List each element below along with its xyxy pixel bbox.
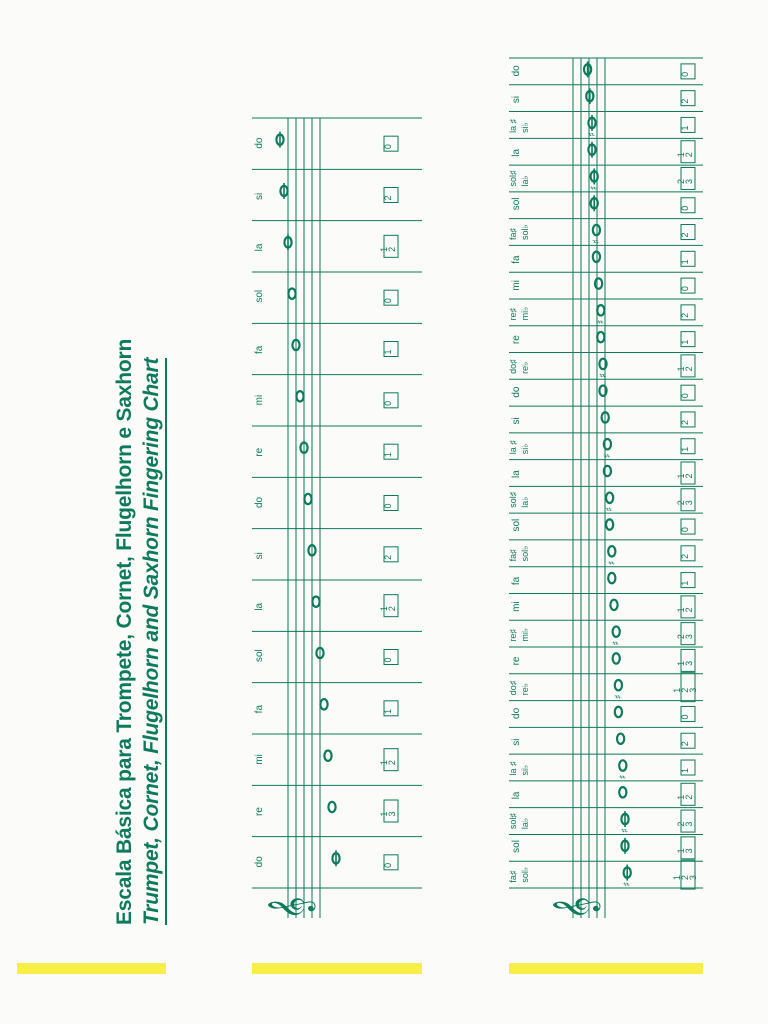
chromatic-fingering-9 [676, 623, 695, 645]
chromatic-note-1 [621, 838, 628, 854]
basic-note-name: do [254, 856, 265, 868]
chromatic-accidental: ♯ [620, 828, 631, 834]
basic-fingering-13 [383, 188, 398, 203]
chromatic-accidental: ♯ [622, 881, 634, 887]
chromatic-fingering-2 [676, 810, 695, 832]
chromatic-fingering-digit: 0 [680, 71, 690, 77]
chromatic-fingering-10 [676, 596, 695, 618]
chromatic-fingering-box [681, 141, 695, 163]
chromatic-fingering-digit: 3 [684, 634, 694, 640]
chromatic-fingering-box [681, 810, 695, 832]
basic-fingering-box [384, 235, 398, 257]
basic-note-name: la [254, 602, 265, 611]
chromatic-fingering-digit: 2 [680, 232, 690, 238]
basic-note-12 [284, 234, 291, 250]
chromatic-note-0 [622, 865, 633, 887]
chromatic-accidental: ♯ [598, 373, 609, 378]
chromatic-fingering-digit: 1 [676, 366, 686, 372]
chromatic-fingering-digit: 1 [672, 875, 682, 881]
chromatic-note-name: mi♭ [520, 627, 530, 642]
chromatic-accidental: ♯ [591, 239, 603, 245]
chromatic-note-name: si [511, 738, 522, 746]
basic-fingering-digit: 0 [383, 144, 393, 150]
chromatic-notehead [619, 787, 626, 797]
chromatic-notehead [597, 332, 604, 342]
chromatic-notehead [593, 225, 600, 235]
chromatic-note-19 [598, 359, 609, 378]
chromatic-fingering-digit: 2 [676, 634, 686, 640]
chromatic-note-2 [620, 811, 631, 833]
chromatic-fingering-digit: 3 [684, 660, 694, 666]
basic-fingering-digit: 1 [379, 760, 389, 766]
chromatic-note-7 [613, 680, 624, 699]
chromatic-note-name: la [511, 148, 522, 157]
chromatic-notehead [615, 707, 622, 717]
chromatic-fingering-digit: 1 [676, 794, 686, 800]
basic-fingering-8 [383, 444, 398, 459]
chromatic-fingering-box [681, 489, 695, 511]
chromatic-note-14 [605, 493, 616, 512]
chromatic-note-name: do♯ [508, 680, 518, 696]
chromatic-note-10 [610, 600, 617, 610]
chromatic-note-name: sol♯ [508, 813, 518, 830]
chromatic-note-name: sol♯ [508, 491, 518, 508]
basic-note-name: do [254, 137, 265, 149]
chromatic-fingering-digit: 2 [680, 98, 690, 104]
basic-fingering-digit: 1 [379, 606, 389, 612]
chromatic-fingering-box [681, 462, 695, 484]
basic-note-name: mi [254, 754, 265, 765]
basic-fingering-box [384, 749, 398, 771]
chromatic-fingering-18 [680, 385, 695, 400]
chromatic-fingering-digit: 1 [676, 473, 686, 479]
chromatic-note-name: re♯ [508, 629, 518, 642]
chromatic-accidental: ♯ [606, 560, 618, 566]
chromatic-accidental: ♯ [587, 132, 598, 137]
basic-note-name: mi [254, 394, 265, 406]
basic-note-0 [332, 850, 339, 866]
chromatic-notehead [604, 439, 611, 449]
chromatic-fingering-digit: 1 [672, 687, 682, 693]
treble-clef-icon: 𝄞 [268, 896, 314, 920]
chromatic-accidental: ♯ [613, 694, 625, 700]
chromatic-fingering-digit: 1 [676, 152, 686, 158]
chromatic-notehead [599, 359, 606, 369]
chromatic-fingering-digit: 2 [680, 687, 690, 693]
basic-fingering-digit: 0 [383, 503, 393, 509]
chromatic-accidental: ♯ [611, 640, 623, 646]
chromatic-note-6 [615, 707, 622, 717]
title-english: Trumpet, Cornet, Flugelhorn and Saxhorn Fingering Chart [140, 358, 167, 925]
chromatic-fingering-digit: 3 [684, 500, 694, 506]
basic-fingering-14 [383, 136, 398, 151]
chromatic-fingering-digit: 2 [684, 794, 694, 800]
chromatic-fingering-23 [680, 251, 695, 266]
basic-fingering-9 [383, 393, 398, 408]
basic-note-name: sol [254, 289, 265, 303]
chromatic-fingering-digit: 2 [680, 741, 690, 747]
chromatic-fingering-5 [680, 733, 695, 748]
basic-fingering-digit: 1 [383, 349, 393, 355]
basic-fingering-digit: 0 [383, 400, 393, 406]
chromatic-fingering-8 [676, 649, 695, 671]
chromatic-accidental: ♯ [589, 185, 601, 191]
chromatic-notehead [610, 600, 617, 610]
chromatic-note-16 [602, 439, 613, 458]
chromatic-fingering-digit: 1 [680, 339, 690, 345]
basic-note-name: re [254, 807, 265, 816]
basic-note-13 [280, 183, 287, 199]
chromatic-note-name: sol [511, 197, 522, 211]
chromatic-note-name: la♭ [520, 175, 530, 187]
chromatic-fingering-box [681, 167, 695, 189]
chromatic-fingering-digit: 0 [680, 286, 690, 292]
chromatic-note-29 [586, 88, 593, 104]
chromatic-fingering-13 [680, 519, 695, 534]
chromatic-fingering-box [681, 673, 695, 702]
chromatic-fingering-digit: 2 [680, 419, 690, 425]
chromatic-fingering-digit: 1 [680, 125, 690, 131]
basic-note-1 [328, 802, 335, 812]
chromatic-fingering-digit: 3 [684, 178, 694, 184]
chromatic-note-name: fa♯ [508, 870, 518, 883]
chromatic-fingering-box [681, 355, 695, 377]
chromatic-fingering-28 [680, 117, 695, 132]
chromatic-note-name: re [511, 656, 522, 666]
chromatic-note-name: fa♯ [508, 549, 518, 562]
chromatic-notehead [615, 680, 622, 690]
chromatic-notehead [608, 573, 615, 583]
chromatic-note-name: la [511, 791, 522, 800]
chromatic-notehead [619, 760, 626, 770]
chromatic-notehead [599, 385, 606, 395]
chromatic-fingering-12 [680, 546, 695, 561]
chromatic-fingering-digit: 1 [676, 660, 686, 666]
chromatic-fingering-3 [676, 783, 695, 805]
chromatic-fingering-digit: 2 [684, 473, 694, 479]
basic-fingering-digit: 2 [387, 606, 397, 612]
chromatic-fingering-digit: 2 [676, 500, 686, 506]
chromatic-fingering-digit: 2 [676, 821, 686, 827]
basic-fingering-digit: 2 [383, 554, 393, 560]
basic-note-name: sol [254, 649, 265, 662]
chromatic-fingering-21 [680, 305, 695, 320]
basic-fingering-10 [383, 342, 398, 357]
chromatic-fingering-box [681, 837, 695, 859]
basic-fingering-4 [383, 650, 398, 665]
chromatic-fingering-25 [680, 198, 695, 213]
basic-note-name: la [254, 243, 265, 252]
title-portuguese: Escala Básica para Trompete, Cornet, Flugelhorn e Saxhorn [113, 338, 136, 925]
chromatic-notehead [604, 466, 611, 476]
chromatic-note-8 [613, 653, 620, 663]
treble-clef-icon: 𝄞 [553, 896, 599, 920]
basic-fingering-2 [379, 749, 398, 771]
basic-fingering-digit: 1 [383, 708, 393, 714]
chromatic-fingering-26 [676, 167, 695, 189]
chromatic-note-name: la ♯ [508, 761, 518, 776]
basic-note-name: fa [254, 345, 265, 354]
chromatic-note-30 [584, 61, 591, 77]
chromatic-fingering-digit: 0 [680, 714, 690, 720]
chromatic-fingering-15 [676, 462, 695, 484]
basic-fingering-digit: 0 [383, 298, 393, 304]
chromatic-fingering-27 [676, 141, 695, 163]
chromatic-note-name: sol [511, 518, 522, 532]
basic-note-9 [296, 391, 303, 401]
basic-note-14 [276, 132, 283, 148]
chromatic-note-name: la♭ [520, 817, 530, 830]
chromatic-note-name: la ♯ [508, 118, 518, 133]
basic-fingering-5 [379, 595, 398, 617]
basic-fingering-digit: 2 [383, 195, 393, 201]
chromatic-note-name: si♭ [520, 122, 530, 133]
chromatic-note-11 [608, 573, 615, 583]
basic-fingering-7 [383, 496, 398, 511]
chromatic-note-name: re♭ [520, 361, 530, 374]
chromatic-note-name: mi [511, 280, 522, 291]
chromatic-fingering-digit: 1 [676, 607, 686, 613]
chromatic-note-name: la [511, 470, 522, 478]
chromatic-fingering-box [681, 596, 695, 618]
chromatic-note-name: fa♯ [508, 228, 518, 241]
chromatic-note-name: re♭ [520, 682, 530, 696]
chromatic-note-15 [604, 466, 611, 476]
basic-fingering-digit: 0 [383, 657, 393, 663]
chromatic-fingering-box [681, 860, 695, 889]
basic-notehead [312, 596, 319, 606]
chromatic-fingering-digit: 3 [688, 875, 698, 881]
chromatic-notehead [597, 305, 604, 315]
basic-notehead [304, 494, 311, 504]
chromatic-note-name: si [511, 417, 522, 425]
basic-fingering-12 [379, 235, 398, 257]
chromatic-accidental: ♯ [602, 453, 614, 459]
chromatic-note-name: si [511, 95, 522, 104]
basic-notehead [288, 288, 295, 298]
chromatic-note-name: la♭ [520, 496, 530, 508]
basic-notehead [320, 699, 327, 709]
basic-notehead [324, 750, 331, 760]
chromatic-fingering-0 [672, 860, 698, 889]
chromatic-note-name: si♭ [520, 443, 530, 455]
chromatic-note-name: do♯ [508, 359, 518, 374]
chromatic-note-13 [606, 519, 613, 529]
chromatic-notehead [593, 252, 600, 262]
chromatic-fingering-digit: 3 [684, 848, 694, 854]
chromatic-fingering-box [681, 649, 695, 671]
chromatic-notehead [606, 493, 613, 503]
chromatic-fingering-30 [680, 64, 695, 79]
chromatic-note-4 [618, 760, 629, 779]
chromatic-fingering-29 [680, 91, 695, 106]
highlight-bar-left [17, 963, 166, 974]
basic-note-name: si [254, 192, 265, 200]
basic-fingering-box [384, 595, 398, 617]
chromatic-note-name: do [511, 707, 522, 719]
chromatic-accidental: ♯ [617, 774, 629, 780]
chromatic-note-9 [611, 626, 622, 645]
chromatic-note-name: fa [511, 576, 522, 586]
chromatic-fingering-digit: 2 [680, 312, 690, 318]
chromatic-fingering-digit: 3 [688, 687, 698, 693]
chromatic-fingering-22 [680, 278, 695, 293]
chromatic-note-5 [617, 734, 624, 744]
basic-note-3 [320, 699, 327, 709]
basic-fingering-digit: 0 [383, 862, 393, 868]
highlight-bar-middle [252, 963, 422, 974]
basic-fingering-11 [383, 290, 398, 305]
basic-note-name: do [254, 496, 265, 508]
chromatic-fingering-digit: 1 [680, 446, 690, 452]
chromatic-notehead [617, 734, 624, 744]
basic-note-name: re [254, 447, 265, 457]
chromatic-fingering-box [681, 783, 695, 805]
chromatic-accidental: ♯ [595, 319, 607, 325]
chromatic-fingering-digit: 2 [684, 366, 694, 372]
chromatic-fingering-digit: 2 [684, 152, 694, 158]
chromatic-fingering-17 [680, 412, 695, 427]
chromatic-note-3 [619, 787, 626, 797]
chromatic-fingering-digit: 0 [680, 393, 690, 399]
chromatic-fingering-digit: 1 [680, 768, 690, 774]
chromatic-fingering-digit: 0 [680, 527, 690, 533]
chromatic-fingering-16 [680, 439, 695, 454]
basic-fingering-box [384, 800, 398, 822]
basic-note-5 [312, 596, 319, 606]
chromatic-note-name: do [511, 65, 522, 77]
chromatic-notehead [595, 278, 602, 288]
chromatic-note-name: sol♭ [520, 545, 530, 562]
chromatic-note-18 [599, 385, 606, 395]
chromatic-fingering-digit: 2 [680, 875, 690, 881]
basic-note-name: fa [254, 704, 265, 714]
highlight-bar-right [509, 963, 703, 974]
chromatic-notehead [613, 626, 620, 636]
chromatic-fingering-24 [680, 225, 695, 240]
chromatic-fingering-digit: 2 [680, 553, 690, 559]
chromatic-note-name: re [511, 335, 522, 345]
chromatic-note-26 [589, 168, 600, 190]
basic-fingering-digit: 2 [387, 246, 397, 252]
chromatic-notehead [608, 546, 615, 556]
chromatic-fingering-7 [672, 673, 698, 702]
chromatic-fingering-digit: 3 [684, 821, 694, 827]
chromatic-note-name: do [511, 386, 522, 398]
chromatic-fingering-digit: 2 [676, 178, 686, 184]
basic-fingering-digit: 1 [383, 452, 393, 458]
chromatic-note-name: re♯ [508, 307, 518, 321]
chromatic-notehead [606, 519, 613, 529]
chromatic-fingering-1 [676, 837, 695, 859]
chromatic-note-name: mi [511, 601, 522, 612]
chromatic-note-name: mi♭ [520, 306, 530, 321]
chromatic-fingering-14 [676, 489, 695, 511]
chromatic-fingering-4 [680, 760, 695, 775]
basic-notehead [296, 391, 303, 401]
basic-note-name: si [254, 552, 265, 560]
basic-notehead [328, 802, 335, 812]
basic-fingering-digit: 2 [387, 760, 397, 766]
chromatic-note-name: fa [511, 255, 522, 264]
chromatic-fingering-11 [680, 573, 695, 588]
chromatic-accidental: ♯ [604, 506, 616, 512]
basic-fingering-1 [379, 800, 398, 822]
chromatic-note-20 [597, 332, 604, 342]
chromatic-note-22 [595, 278, 602, 288]
chromatic-note-name: sol [511, 840, 522, 853]
basic-fingering-0 [383, 855, 398, 870]
chromatic-note-name: sol♯ [508, 170, 518, 187]
chromatic-note-name: sol♭ [520, 224, 530, 241]
chromatic-fingering-digit: 1 [680, 580, 690, 586]
basic-note-11 [288, 288, 295, 298]
chromatic-fingering-19 [676, 355, 695, 377]
chromatic-fingering-digit: 1 [676, 848, 686, 854]
chromatic-note-name: sol♭ [520, 866, 530, 883]
chromatic-fingering-box [681, 623, 695, 645]
chromatic-fingering-digit: 0 [680, 205, 690, 211]
basic-fingering-digit: 3 [387, 811, 397, 817]
chromatic-note-12 [607, 546, 618, 565]
chromatic-note-23 [593, 252, 600, 262]
chromatic-fingering-6 [680, 706, 695, 721]
basic-fingering-digit: 1 [379, 246, 389, 252]
chromatic-fingering-digit: 1 [680, 259, 690, 265]
basic-note-2 [324, 750, 331, 760]
basic-note-7 [304, 494, 311, 504]
chromatic-fingering-digit: 2 [684, 607, 694, 613]
basic-fingering-3 [383, 701, 398, 716]
basic-fingering-6 [383, 547, 398, 562]
chromatic-note-name: si♭ [520, 764, 530, 776]
chromatic-note-name: la ♯ [508, 440, 518, 455]
chromatic-fingering-20 [680, 332, 695, 347]
basic-fingering-digit: 1 [379, 811, 389, 817]
chromatic-notehead [613, 653, 620, 663]
